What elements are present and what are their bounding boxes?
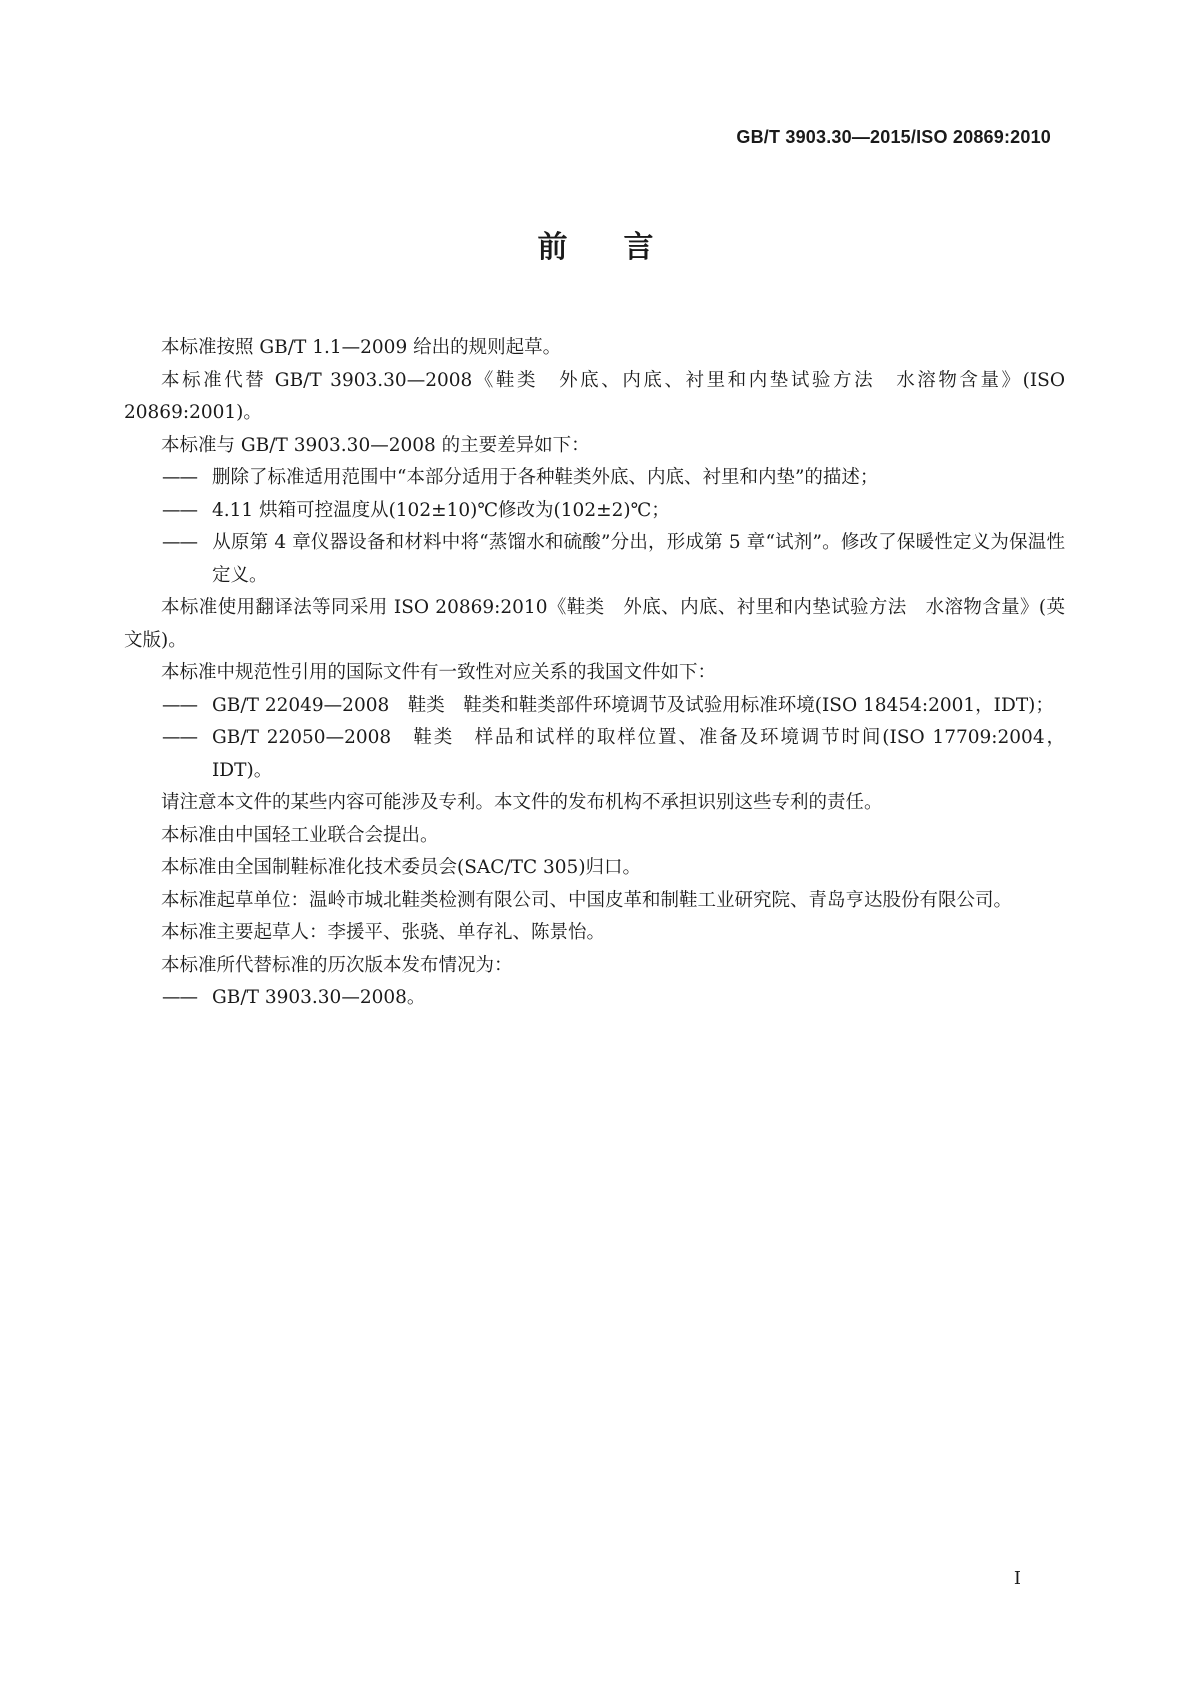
paragraph-patent-notice: 请注意本文件的某些内容可能涉及专利。本文件的发布机构不承担识别这些专利的责任。 <box>161 792 883 813</box>
paragraph-references-intro: 本标准中规范性引用的国际文件有一致性对应关系的我国文件如下： <box>161 662 717 683</box>
list-item <box>124 462 1065 495</box>
page-title: 前言 <box>537 230 710 265</box>
list-item <box>124 982 1065 1015</box>
paragraph-history-intro: 本标准所代替标准的历次版本发布情况为： <box>161 954 513 976</box>
list-item <box>124 722 1065 787</box>
reference-item-text: GB/T 22050—2008 鞋类 样品和试样的取样位置、准备及环境调节时间(ISO 17709:2004，IDT)。 <box>212 727 1065 781</box>
difference-item-text: 删除了标准适用范围中“本部分适用于各种鞋类外底、内底、衬里和内垫”的描述； <box>212 467 879 488</box>
history-item-text: GB/T 3903.30—2008。 <box>212 987 426 1008</box>
dash-marker: —— <box>162 694 197 716</box>
paragraph-administered-by: 本标准由全国制鞋标准化技术委员会(SAC/TC 305)归口。 <box>161 857 642 878</box>
dash-marker: —— <box>162 467 197 488</box>
page-number: I <box>1013 1568 1021 1589</box>
standard-code: GB/T 3903.30—2015/ISO 20869:2010 <box>736 127 1051 147</box>
paragraph-replaces: 本标准代替 GB/T 3903.30—2008《鞋类 外底、内底、衬里和内垫试验方法 水溶物含量》(ISO 20869:2001)。 <box>124 369 1065 423</box>
paragraph-drafters: 本标准主要起草人：李援平、张骁、单存礼、陈景怡。 <box>161 922 606 943</box>
list-item <box>124 527 1065 592</box>
dash-marker: —— <box>162 987 197 1008</box>
dash-marker: —— <box>162 532 197 553</box>
list-item <box>124 690 1065 723</box>
paragraph-translation-method: 本标准使用翻译法等同采用 ISO 20869:2010《鞋类 外底、内底、衬里和内垫试验方法 水溶物含量》(英文版)。 <box>124 597 1065 651</box>
paragraph-differences-intro: 本标准与 GB/T 3903.30—2008 的主要差异如下： <box>161 434 590 456</box>
difference-item-text: 从原第 4 章仪器设备和材料中将“蒸馏水和硫酸”分出，形成第 5 章“试剂”。修改了保暖性定义为保温性定义。 <box>212 532 1065 586</box>
dash-marker: —— <box>162 727 197 748</box>
paragraph-proposed-by: 本标准由中国轻工业联合会提出。 <box>161 824 439 846</box>
document-body <box>124 332 1065 1015</box>
dash-marker: —— <box>162 499 197 521</box>
paragraph-drafting-rules: 本标准按照 GB/T 1.1—2009 给出的规则起草。 <box>161 337 562 358</box>
reference-item-text: GB/T 22049—2008 鞋类 鞋类和鞋类部件环境调节及试验用标准环境(ISO 18454:2001，IDT)； <box>212 694 1054 716</box>
paragraph-drafting-units: 本标准起草单位：温岭市城北鞋类检测有限公司、中国皮革和制鞋工业研究院、青岛亨达股份有限公司。 <box>161 889 1013 911</box>
list-item <box>124 495 1065 528</box>
difference-item-text: 4.11 烘箱可控温度从(102±10)℃修改为(102±2)℃； <box>212 499 670 521</box>
